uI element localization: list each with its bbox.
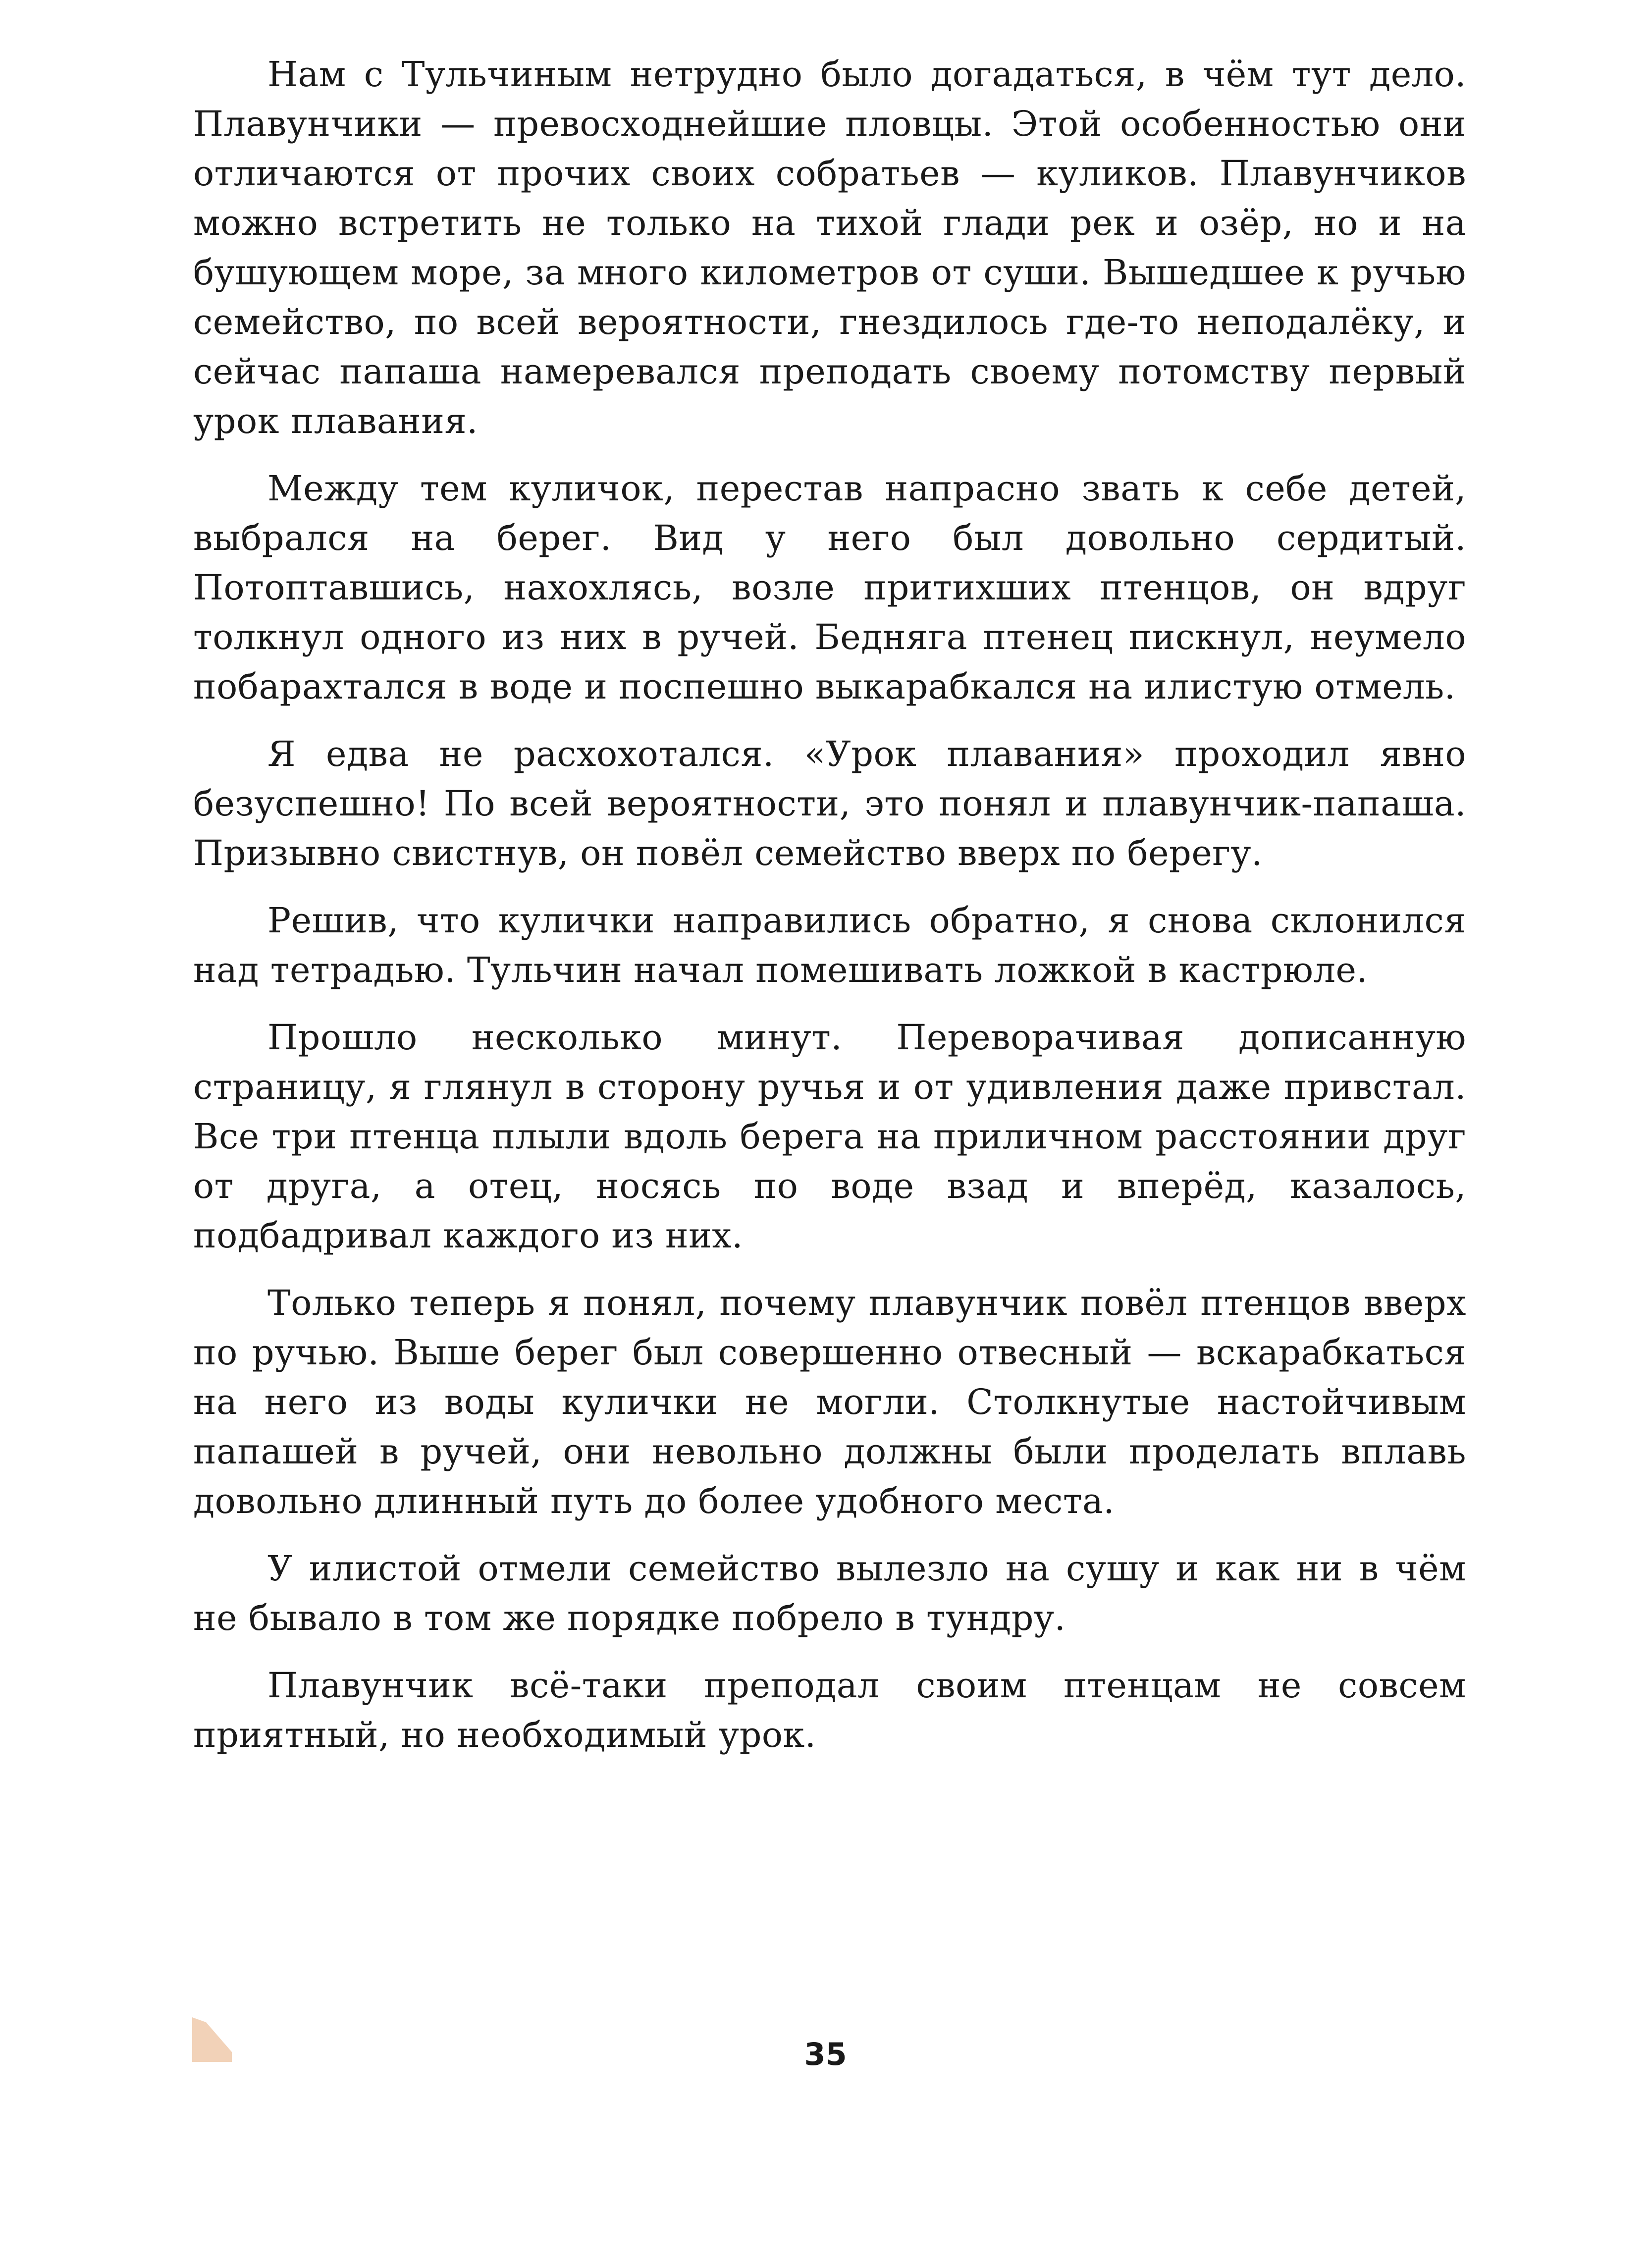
paragraph-7: У илистой отмели семейство вылезло на сушу и как ни в чём не бывало в том же порядке побрело в тундру. [193,1548,1466,1638]
paragraph-3: Я едва не расхохотался. «Урок плавания» проходил явно безуспешно! По всей вероятности, это понял и плавунчик-папаша. Призывно свистнув, он повёл семейство вверх по берегу. [193,734,1466,873]
paragraph-2: Между тем куличок, перестав напрасно звать к себе детей, выбрался на берег. Вид у него был довольно сердитый. Потоптавшись, нахохлясь, возле притихших птенцов, он вдруг толкнул одного из них в ручей. Бедняга птенец пискнул, неумело побарахтался в воде и поспешно выкарабкался на илистую отмель. [193,468,1466,707]
paragraph-4: Решив, что кулички направились обратно, я снова склонился над тетрадью. Тульчин начал помешивать ложкой в кастрюле. [193,900,1466,990]
paragraph-1: Нам с Тульчиным нетрудно было догадаться, в чём тут дело. Плавунчики — превосходнейшие пловцы. Этой особенностью они отличаются от прочих своих собратьев — куликов. Плавунчиков можно встретить не только на тихой глади рек и озёр, но и на бушующем море, за много километров от суши. Вышедшее к ручью семейство, по всей вероятности, гнездилось где-то неподалёку, и сейчас папаша намеревался преподать своему потомству первый урок плавания. [193,54,1466,441]
page-body [193,50,1466,1778]
page-number: 35 [804,2036,847,2072]
paragraph-8: Плавунчик всё-таки преподал своим птенцам не совсем приятный, но необходимый урок. [193,1665,1466,1755]
paragraph-6: Только теперь я понял, почему плавунчик повёл птенцов вверх по ручью. Выше берег был совершенно отвесный — вскарабкаться на него из воды кулички не могли. Столкнутые настойчивым папашей в ручей, они невольно должны были проделать вплавь довольно длинный путь до более удобного места. [193,1283,1466,1521]
paragraph-5: Прошло несколько минут. Переворачивая дописанную страницу, я глянул в сторону ручья и от удивления даже привстал. Все три птенца плыли вдоль берега на приличном расстоянии друг от друга, а отец, носясь по воде взад и вперёд, казалось, подбадривал каждого из них. [193,1017,1466,1256]
